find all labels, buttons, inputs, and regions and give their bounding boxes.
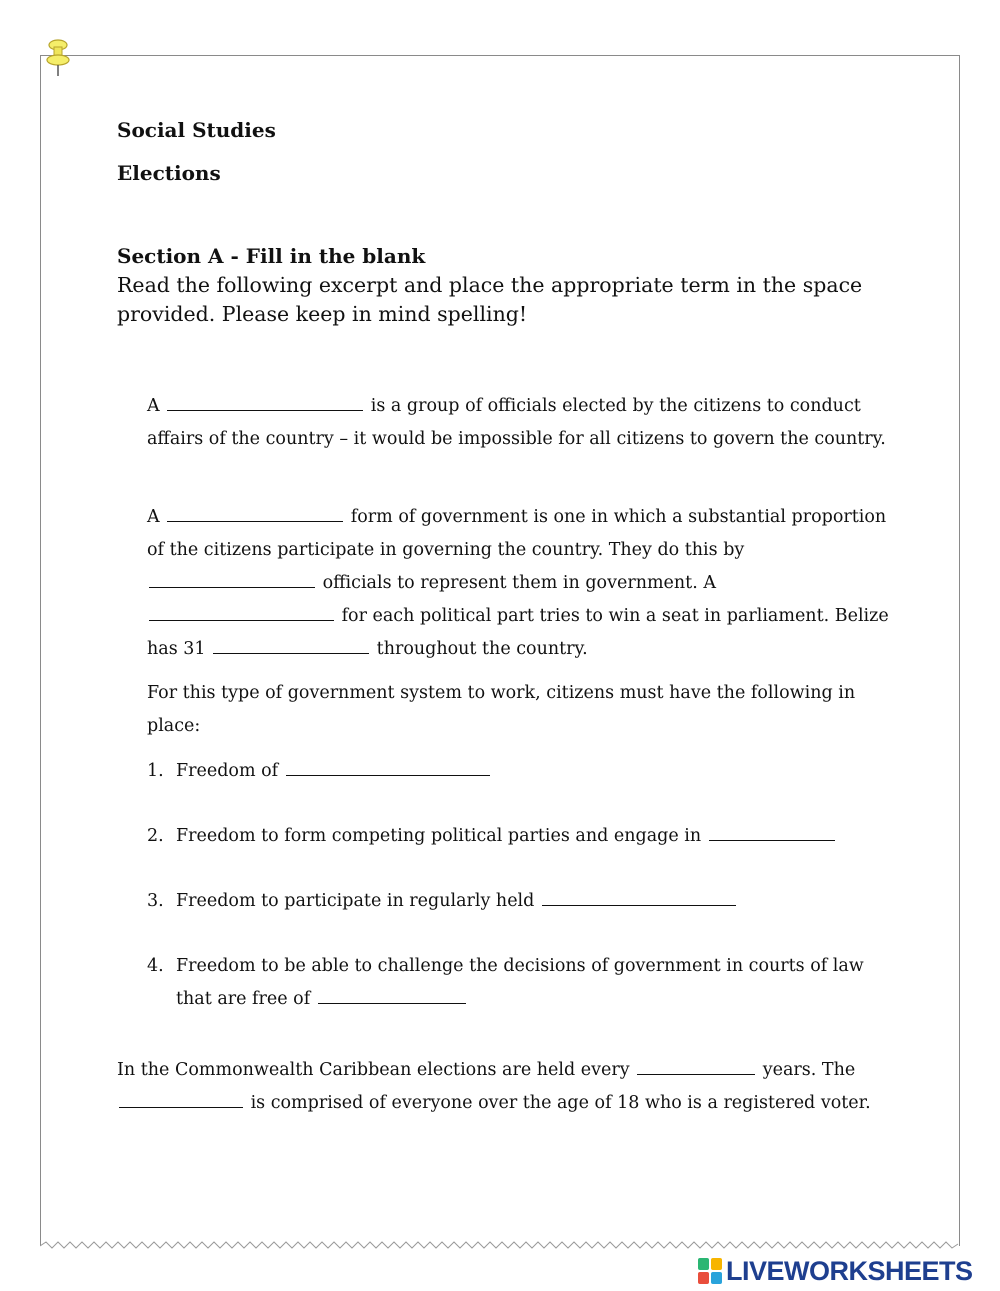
excerpt-paragraph-3: For this type of government system to work, citizens must have the following in place: [147, 683, 856, 736]
text: A [147, 507, 160, 527]
topic-heading: Elections [117, 161, 221, 185]
blank-candidate[interactable] [149, 602, 334, 621]
blank-years[interactable] [637, 1056, 755, 1075]
blank-constituencies[interactable] [213, 635, 369, 654]
liveworksheets-logo [698, 1256, 973, 1286]
excerpt-paragraph-1 [147, 390, 892, 456]
blank-bias[interactable] [318, 985, 466, 1004]
text: In the Commonwealth Caribbean elections are held every [117, 1060, 630, 1080]
text: for each political part tries to win a seat in parliament. Belize has 31 [147, 606, 889, 659]
subject-heading: Social Studies [117, 118, 276, 142]
text: throughout the country. [376, 639, 588, 659]
text: form of government is one in which a substantial proportion of the citizens participate in governing the country. They do this by [147, 507, 887, 560]
text: years. The [762, 1060, 856, 1080]
list-number: 2. [147, 826, 164, 846]
list-item [147, 820, 892, 853]
list-text: Freedom to be able to challenge the decisions of government in courts of law that are free of [176, 956, 864, 1009]
blank-government[interactable] [167, 392, 363, 411]
text: is comprised of everyone over the age of 18 who is a registered voter. [250, 1093, 871, 1113]
blank-electorate[interactable] [119, 1089, 243, 1108]
list-text: Freedom of [176, 761, 279, 781]
blank-form-of-government[interactable] [167, 503, 343, 522]
list-item [147, 885, 892, 918]
blank-campaigning[interactable] [709, 822, 835, 841]
blank-electing[interactable] [149, 569, 315, 588]
section-title: Section A - Fill in the blank [117, 244, 426, 268]
blank-elections[interactable] [542, 887, 736, 906]
logo-blocks-icon [698, 1258, 722, 1284]
pushpin-icon [44, 38, 72, 80]
list-number: 4. [147, 956, 164, 976]
list-item [147, 950, 892, 1016]
text: A [147, 396, 160, 416]
excerpt-paragraph-2 [147, 501, 892, 666]
list-text: Freedom to form competing political parties and engage in [176, 826, 702, 846]
blank-freedom-of[interactable] [286, 757, 490, 776]
closing-paragraph [117, 1054, 887, 1120]
logo-text: LIVEWORKSHEETS [726, 1255, 973, 1286]
torn-edge [40, 1236, 960, 1256]
text: officials to represent them in government. A [322, 573, 716, 593]
list-number: 3. [147, 891, 164, 911]
list-number: 1. [147, 761, 164, 781]
text: is a group of officials elected by the citizens to conduct affairs of the country – it would be impossible for all citizens to govern the country. [147, 396, 886, 449]
list-text: Freedom to participate in regularly held [176, 891, 535, 911]
list-item [147, 755, 892, 788]
section-instructions: Read the following excerpt and place the appropriate term in the space provided. Please keep in mind spelling! [117, 273, 863, 326]
